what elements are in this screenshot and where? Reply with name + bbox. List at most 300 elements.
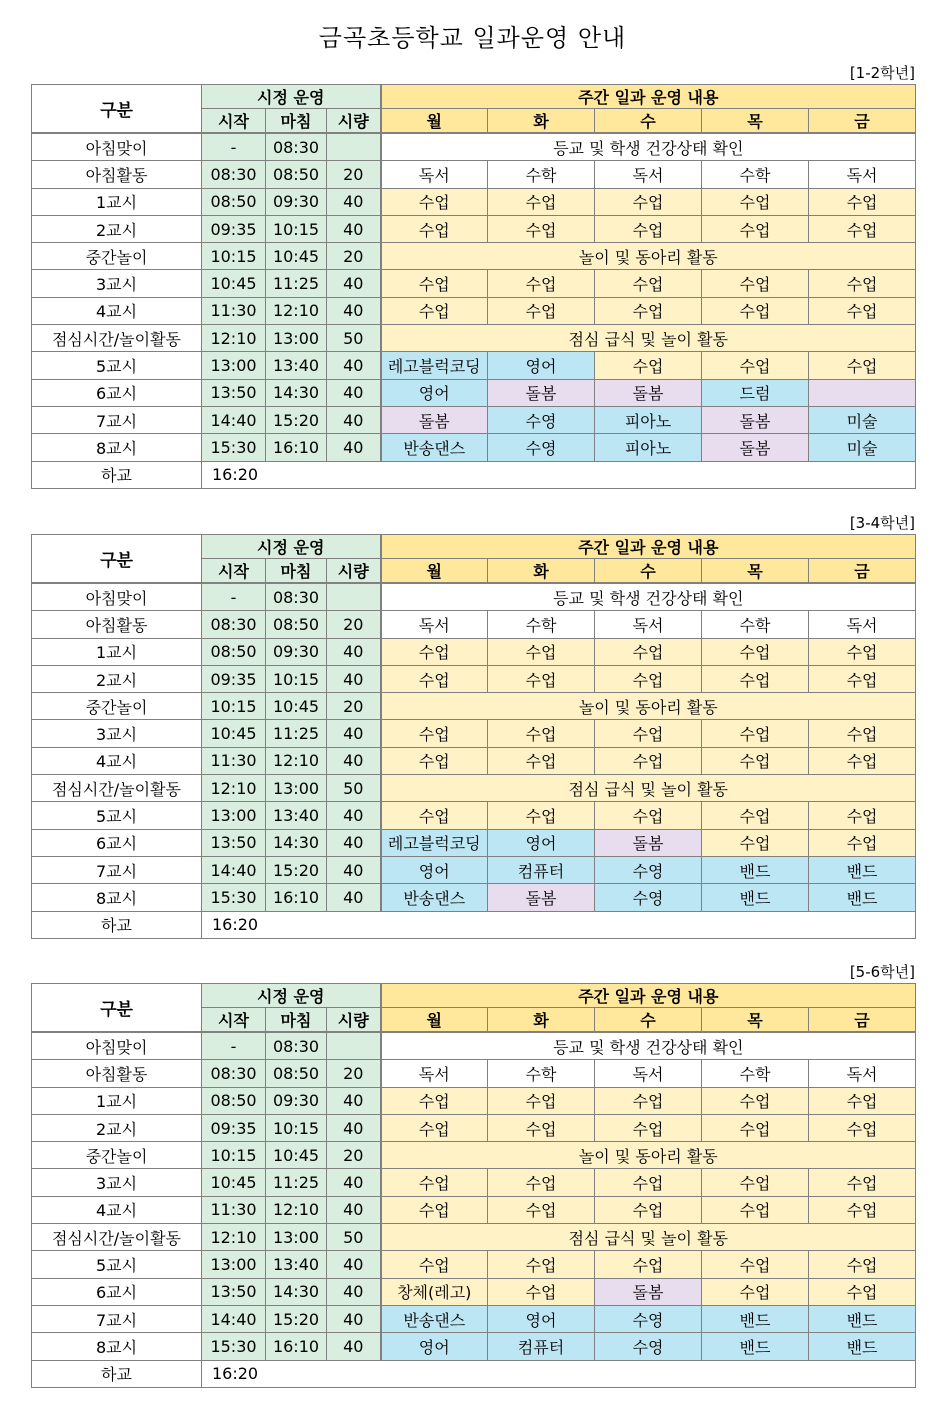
duration: 40 (327, 1114, 381, 1141)
dismissal-label: 하교 (32, 461, 202, 488)
column-header-day: 수 (595, 109, 702, 134)
activity-cell: 수업 (809, 1278, 916, 1305)
activity-cell: 수업 (381, 1114, 488, 1141)
activity-cell: 수업 (702, 297, 809, 324)
start-time: 15:30 (202, 434, 266, 461)
column-header-day: 금 (809, 1008, 916, 1033)
activity-cell: 수업 (488, 1196, 595, 1223)
end-time: 11:25 (266, 1169, 327, 1196)
activity-cell: 수학 (488, 1060, 595, 1087)
column-header-start: 시작 (202, 559, 266, 584)
schedule-table (31, 84, 916, 489)
start-time: 10:45 (202, 270, 266, 297)
column-header-start: 시작 (202, 1008, 266, 1033)
activity-cell: 수업 (488, 1087, 595, 1114)
end-time: 08:30 (266, 1032, 327, 1060)
row-label: 4교시 (32, 297, 202, 324)
start-time: 08:50 (202, 1087, 266, 1114)
end-time: 15:20 (266, 1305, 327, 1332)
column-header-day: 화 (488, 109, 595, 134)
activity-cell: 수업 (702, 215, 809, 242)
start-time: 13:00 (202, 352, 266, 379)
activity-cell: 밴드 (702, 856, 809, 883)
start-time: 15:30 (202, 884, 266, 911)
table-row (32, 297, 916, 324)
start-time: 08:50 (202, 638, 266, 665)
activity-cell: 수업 (702, 1114, 809, 1141)
activity-span: 등교 및 학생 건강상태 확인 (381, 133, 916, 161)
end-time: 12:10 (266, 747, 327, 774)
activity-cell: 돌봄 (595, 829, 702, 856)
table-row (32, 638, 916, 665)
column-header-gubun: 구분 (32, 535, 202, 584)
activity-cell: 레고블럭코딩 (381, 829, 488, 856)
end-time: 13:00 (266, 325, 327, 352)
activity-cell: 컴퓨터 (488, 1333, 595, 1360)
activity-cell: 수업 (488, 188, 595, 215)
table-row (32, 693, 916, 720)
duration: 50 (327, 775, 381, 802)
activity-span: 등교 및 학생 건강상태 확인 (381, 583, 916, 611)
schedule-table (31, 534, 916, 939)
end-time: 10:15 (266, 665, 327, 692)
start-time: 11:30 (202, 747, 266, 774)
activity-cell: 수업 (595, 1251, 702, 1278)
activity-cell: 영어 (381, 856, 488, 883)
table-row (32, 1333, 916, 1360)
activity-cell: 독서 (809, 611, 916, 638)
column-header-duration: 시량 (327, 1008, 381, 1033)
activity-cell: 수업 (381, 215, 488, 242)
activity-cell: 반송댄스 (381, 434, 488, 461)
table-row (32, 215, 916, 242)
row-label: 8교시 (32, 434, 202, 461)
duration: 40 (327, 406, 381, 433)
duration: 50 (327, 1224, 381, 1251)
start-time: 13:50 (202, 829, 266, 856)
table-row (32, 583, 916, 611)
column-header-time-group: 시정 운영 (202, 535, 381, 559)
start-time: 11:30 (202, 1196, 266, 1223)
end-time: 09:30 (266, 1087, 327, 1114)
activity-cell: 돌봄 (702, 434, 809, 461)
activity-cell: 돌봄 (488, 884, 595, 911)
duration: 40 (327, 802, 381, 829)
end-time: 08:50 (266, 611, 327, 638)
end-time: 10:45 (266, 1142, 327, 1169)
table-row (32, 352, 916, 379)
activity-cell: 돌봄 (488, 379, 595, 406)
row-label: 6교시 (32, 379, 202, 406)
activity-cell: 독서 (381, 1060, 488, 1087)
table-row (32, 665, 916, 692)
table-row (32, 856, 916, 883)
row-label: 5교시 (32, 1251, 202, 1278)
activity-cell: 수업 (809, 665, 916, 692)
table-row (32, 1196, 916, 1223)
activity-cell: 수영 (595, 1305, 702, 1332)
activity-cell: 영어 (381, 379, 488, 406)
dismissal-row (32, 1360, 916, 1387)
column-header-day: 화 (488, 559, 595, 584)
activity-cell: 수업 (702, 720, 809, 747)
end-time: 16:10 (266, 884, 327, 911)
column-header-day: 월 (381, 559, 488, 584)
end-time: 16:10 (266, 1333, 327, 1360)
activity-cell: 수업 (488, 638, 595, 665)
column-header-day: 목 (702, 559, 809, 584)
start-time: 08:30 (202, 1060, 266, 1087)
start-time: 11:30 (202, 297, 266, 324)
column-header-day: 수 (595, 1008, 702, 1033)
activity-cell: 수업 (488, 720, 595, 747)
activity-cell: 수업 (702, 188, 809, 215)
activity-span: 등교 및 학생 건강상태 확인 (381, 1032, 916, 1060)
activity-cell: 수업 (809, 1114, 916, 1141)
activity-cell: 밴드 (809, 856, 916, 883)
dismissal-row (32, 461, 916, 488)
table-row (32, 325, 916, 352)
duration: 20 (327, 161, 381, 188)
table-row (32, 1305, 916, 1332)
table-row (32, 611, 916, 638)
column-header-duration: 시량 (327, 109, 381, 134)
activity-cell: 수업 (488, 270, 595, 297)
start-time: 10:15 (202, 1142, 266, 1169)
column-header-duration: 시량 (327, 559, 381, 584)
activity-cell: 수업 (488, 1169, 595, 1196)
activity-cell: 돌봄 (595, 1278, 702, 1305)
start-time: 10:45 (202, 1169, 266, 1196)
start-time: - (202, 1032, 266, 1060)
duration: 40 (327, 1251, 381, 1278)
activity-cell: 수업 (702, 1169, 809, 1196)
activity-cell: 피아노 (595, 406, 702, 433)
activity-cell: 수업 (381, 638, 488, 665)
activity-cell: 수업 (488, 747, 595, 774)
table-row (32, 1142, 916, 1169)
end-time: 13:40 (266, 1251, 327, 1278)
end-time: 14:30 (266, 379, 327, 406)
start-time: 08:30 (202, 161, 266, 188)
duration: 40 (327, 856, 381, 883)
activity-cell: 수업 (809, 747, 916, 774)
duration: 40 (327, 829, 381, 856)
end-time: 14:30 (266, 1278, 327, 1305)
start-time: 10:45 (202, 720, 266, 747)
table-row (32, 884, 916, 911)
activity-cell: 수업 (702, 1278, 809, 1305)
start-time: 12:10 (202, 325, 266, 352)
activity-cell: 수업 (595, 665, 702, 692)
activity-cell: 수업 (488, 297, 595, 324)
activity-cell: 수업 (702, 1087, 809, 1114)
end-time: 12:10 (266, 1196, 327, 1223)
activity-cell: 수영 (595, 1333, 702, 1360)
end-time: 11:25 (266, 720, 327, 747)
activity-cell: 수업 (809, 638, 916, 665)
duration: 40 (327, 1196, 381, 1223)
duration: 40 (327, 434, 381, 461)
activity-cell: 수업 (809, 720, 916, 747)
row-label: 중간놀이 (32, 1142, 202, 1169)
row-label: 아침활동 (32, 161, 202, 188)
activity-cell: 독서 (595, 611, 702, 638)
row-label: 2교시 (32, 1114, 202, 1141)
activity-cell: 독서 (381, 161, 488, 188)
end-time: 15:20 (266, 856, 327, 883)
table-row (32, 720, 916, 747)
end-time: 15:20 (266, 406, 327, 433)
start-time: 14:40 (202, 406, 266, 433)
duration: 40 (327, 720, 381, 747)
start-time: 09:35 (202, 215, 266, 242)
end-time: 13:00 (266, 775, 327, 802)
activity-cell: 밴드 (702, 884, 809, 911)
activity-cell: 수학 (702, 1060, 809, 1087)
duration: 40 (327, 379, 381, 406)
activity-cell: 밴드 (809, 884, 916, 911)
end-time: 14:30 (266, 829, 327, 856)
table-row (32, 775, 916, 802)
activity-cell: 영어 (488, 1305, 595, 1332)
table-row (32, 747, 916, 774)
activity-cell: 돌봄 (381, 406, 488, 433)
activity-cell: 수업 (595, 215, 702, 242)
activity-cell: 수영 (595, 856, 702, 883)
start-time: 13:50 (202, 379, 266, 406)
start-time: 12:10 (202, 1224, 266, 1251)
column-header-weekly-group: 주간 일과 운영 내용 (381, 535, 916, 559)
activity-cell: 레고블럭코딩 (381, 352, 488, 379)
activity-cell: 수업 (809, 1087, 916, 1114)
end-time: 10:15 (266, 1114, 327, 1141)
activity-cell: 수업 (595, 352, 702, 379)
duration: 40 (327, 1305, 381, 1332)
row-label: 2교시 (32, 665, 202, 692)
start-time: 09:35 (202, 1114, 266, 1141)
column-header-weekly-group: 주간 일과 운영 내용 (381, 85, 916, 109)
duration: 40 (327, 352, 381, 379)
activity-cell: 수업 (381, 802, 488, 829)
activity-cell: 수업 (809, 188, 916, 215)
activity-cell: 컴퓨터 (488, 856, 595, 883)
activity-cell: 수학 (488, 611, 595, 638)
activity-cell: 수업 (702, 638, 809, 665)
duration: 40 (327, 1087, 381, 1114)
start-time: 10:15 (202, 693, 266, 720)
activity-cell: 수업 (702, 352, 809, 379)
column-header-end: 마침 (266, 1008, 327, 1033)
start-time: 15:30 (202, 1333, 266, 1360)
activity-cell: 수업 (381, 188, 488, 215)
activity-cell: 수영 (488, 406, 595, 433)
activity-span: 점심 급식 및 놀이 활동 (381, 1224, 916, 1251)
activity-cell: 수업 (595, 1114, 702, 1141)
column-header-time-group: 시정 운영 (202, 984, 381, 1008)
activity-cell: 밴드 (702, 1333, 809, 1360)
end-time: 16:10 (266, 434, 327, 461)
grade-label: [5-6학년] (849, 963, 915, 981)
header-row (32, 535, 916, 559)
duration: 40 (327, 1333, 381, 1360)
row-label: 6교시 (32, 829, 202, 856)
start-time: - (202, 583, 266, 611)
row-label: 아침맞이 (32, 583, 202, 611)
activity-cell: 수업 (702, 270, 809, 297)
activity-cell: 수업 (809, 352, 916, 379)
activity-cell: 수업 (595, 802, 702, 829)
end-time: 08:50 (266, 1060, 327, 1087)
start-time: 13:50 (202, 1278, 266, 1305)
activity-cell: 수업 (702, 829, 809, 856)
duration: 20 (327, 1142, 381, 1169)
start-time: 13:00 (202, 1251, 266, 1278)
start-time: 08:50 (202, 188, 266, 215)
activity-cell: 수업 (702, 747, 809, 774)
row-label: 5교시 (32, 352, 202, 379)
table-row (32, 243, 916, 270)
row-label: 3교시 (32, 270, 202, 297)
activity-cell: 영어 (381, 1333, 488, 1360)
column-header-day: 월 (381, 1008, 488, 1033)
row-label: 3교시 (32, 720, 202, 747)
activity-cell: 밴드 (809, 1305, 916, 1332)
row-label: 아침활동 (32, 611, 202, 638)
end-time: 12:10 (266, 297, 327, 324)
row-label: 6교시 (32, 1278, 202, 1305)
row-label: 점심시간/놀이활동 (32, 775, 202, 802)
table-row (32, 802, 916, 829)
row-label: 중간놀이 (32, 693, 202, 720)
column-header-end: 마침 (266, 109, 327, 134)
activity-span: 놀이 및 동아리 활동 (381, 243, 916, 270)
end-time: 09:30 (266, 188, 327, 215)
row-label: 8교시 (32, 884, 202, 911)
activity-cell: 수업 (381, 1087, 488, 1114)
activity-span: 점심 급식 및 놀이 활동 (381, 775, 916, 802)
page-title: 금곡초등학교 일과운영 안내 (318, 24, 627, 52)
duration: 20 (327, 243, 381, 270)
activity-cell: 수업 (381, 1196, 488, 1223)
table-row (32, 406, 916, 433)
end-time: 13:00 (266, 1224, 327, 1251)
activity-cell: 수학 (488, 161, 595, 188)
duration: 40 (327, 270, 381, 297)
start-time: 12:10 (202, 775, 266, 802)
end-time: 13:40 (266, 352, 327, 379)
activity-cell: 수업 (809, 829, 916, 856)
dismissal-time: 16:20 (202, 461, 916, 488)
activity-cell: 반송댄스 (381, 1305, 488, 1332)
end-time: 08:30 (266, 583, 327, 611)
grade-label: [1-2학년] (849, 64, 915, 82)
activity-cell: 수업 (809, 1169, 916, 1196)
table-row (32, 1114, 916, 1141)
activity-cell: 수업 (809, 1196, 916, 1223)
row-label: 5교시 (32, 802, 202, 829)
activity-cell: 반송댄스 (381, 884, 488, 911)
activity-cell: 독서 (595, 161, 702, 188)
column-header-start: 시작 (202, 109, 266, 134)
row-label: 1교시 (32, 188, 202, 215)
activity-cell: 수업 (488, 665, 595, 692)
start-time: 09:35 (202, 665, 266, 692)
duration: 40 (327, 188, 381, 215)
duration: 40 (327, 1169, 381, 1196)
duration: 40 (327, 297, 381, 324)
column-header-day: 금 (809, 109, 916, 134)
table-row (32, 1032, 916, 1060)
activity-cell: 드럼 (702, 379, 809, 406)
row-label: 4교시 (32, 747, 202, 774)
activity-cell: 수업 (702, 1196, 809, 1223)
row-label: 2교시 (32, 215, 202, 242)
dismissal-time: 16:20 (202, 911, 916, 938)
table-row (32, 1087, 916, 1114)
activity-cell: 미술 (809, 434, 916, 461)
activity-cell: 수업 (488, 1114, 595, 1141)
row-label: 아침활동 (32, 1060, 202, 1087)
activity-cell: 수업 (595, 1087, 702, 1114)
activity-cell: 영어 (488, 352, 595, 379)
table-row (32, 829, 916, 856)
activity-cell: 수영 (488, 434, 595, 461)
activity-cell: 수영 (595, 884, 702, 911)
activity-cell: 수업 (702, 802, 809, 829)
activity-cell: 수업 (595, 1196, 702, 1223)
duration: 40 (327, 215, 381, 242)
dismissal-label: 하교 (32, 1360, 202, 1387)
end-time: 11:25 (266, 270, 327, 297)
row-label: 3교시 (32, 1169, 202, 1196)
column-header-day: 목 (702, 109, 809, 134)
activity-cell: 수업 (381, 747, 488, 774)
duration: 20 (327, 1060, 381, 1087)
activity-cell: 독서 (809, 161, 916, 188)
activity-cell: 수업 (809, 270, 916, 297)
activity-span: 놀이 및 동아리 활동 (381, 693, 916, 720)
table-row (32, 1060, 916, 1087)
table-row (32, 188, 916, 215)
row-label: 1교시 (32, 638, 202, 665)
activity-cell: 독서 (809, 1060, 916, 1087)
start-time: - (202, 133, 266, 161)
end-time: 13:40 (266, 802, 327, 829)
table-row (32, 1251, 916, 1278)
end-time: 08:30 (266, 133, 327, 161)
grade-label: [3-4학년] (849, 514, 915, 532)
activity-cell: 수업 (595, 720, 702, 747)
column-header-day: 수 (595, 559, 702, 584)
activity-span: 놀이 및 동아리 활동 (381, 1142, 916, 1169)
table-row (32, 161, 916, 188)
column-header-day: 월 (381, 109, 488, 134)
start-time: 14:40 (202, 1305, 266, 1332)
activity-cell: 수업 (381, 1251, 488, 1278)
row-label: 4교시 (32, 1196, 202, 1223)
duration: 40 (327, 638, 381, 665)
activity-cell: 수업 (809, 1251, 916, 1278)
activity-cell: 돌봄 (702, 406, 809, 433)
start-time: 08:30 (202, 611, 266, 638)
row-label: 점심시간/놀이활동 (32, 325, 202, 352)
row-label: 아침맞이 (32, 133, 202, 161)
column-header-day: 화 (488, 1008, 595, 1033)
header-row (32, 85, 916, 109)
end-time: 10:45 (266, 693, 327, 720)
duration: 20 (327, 693, 381, 720)
